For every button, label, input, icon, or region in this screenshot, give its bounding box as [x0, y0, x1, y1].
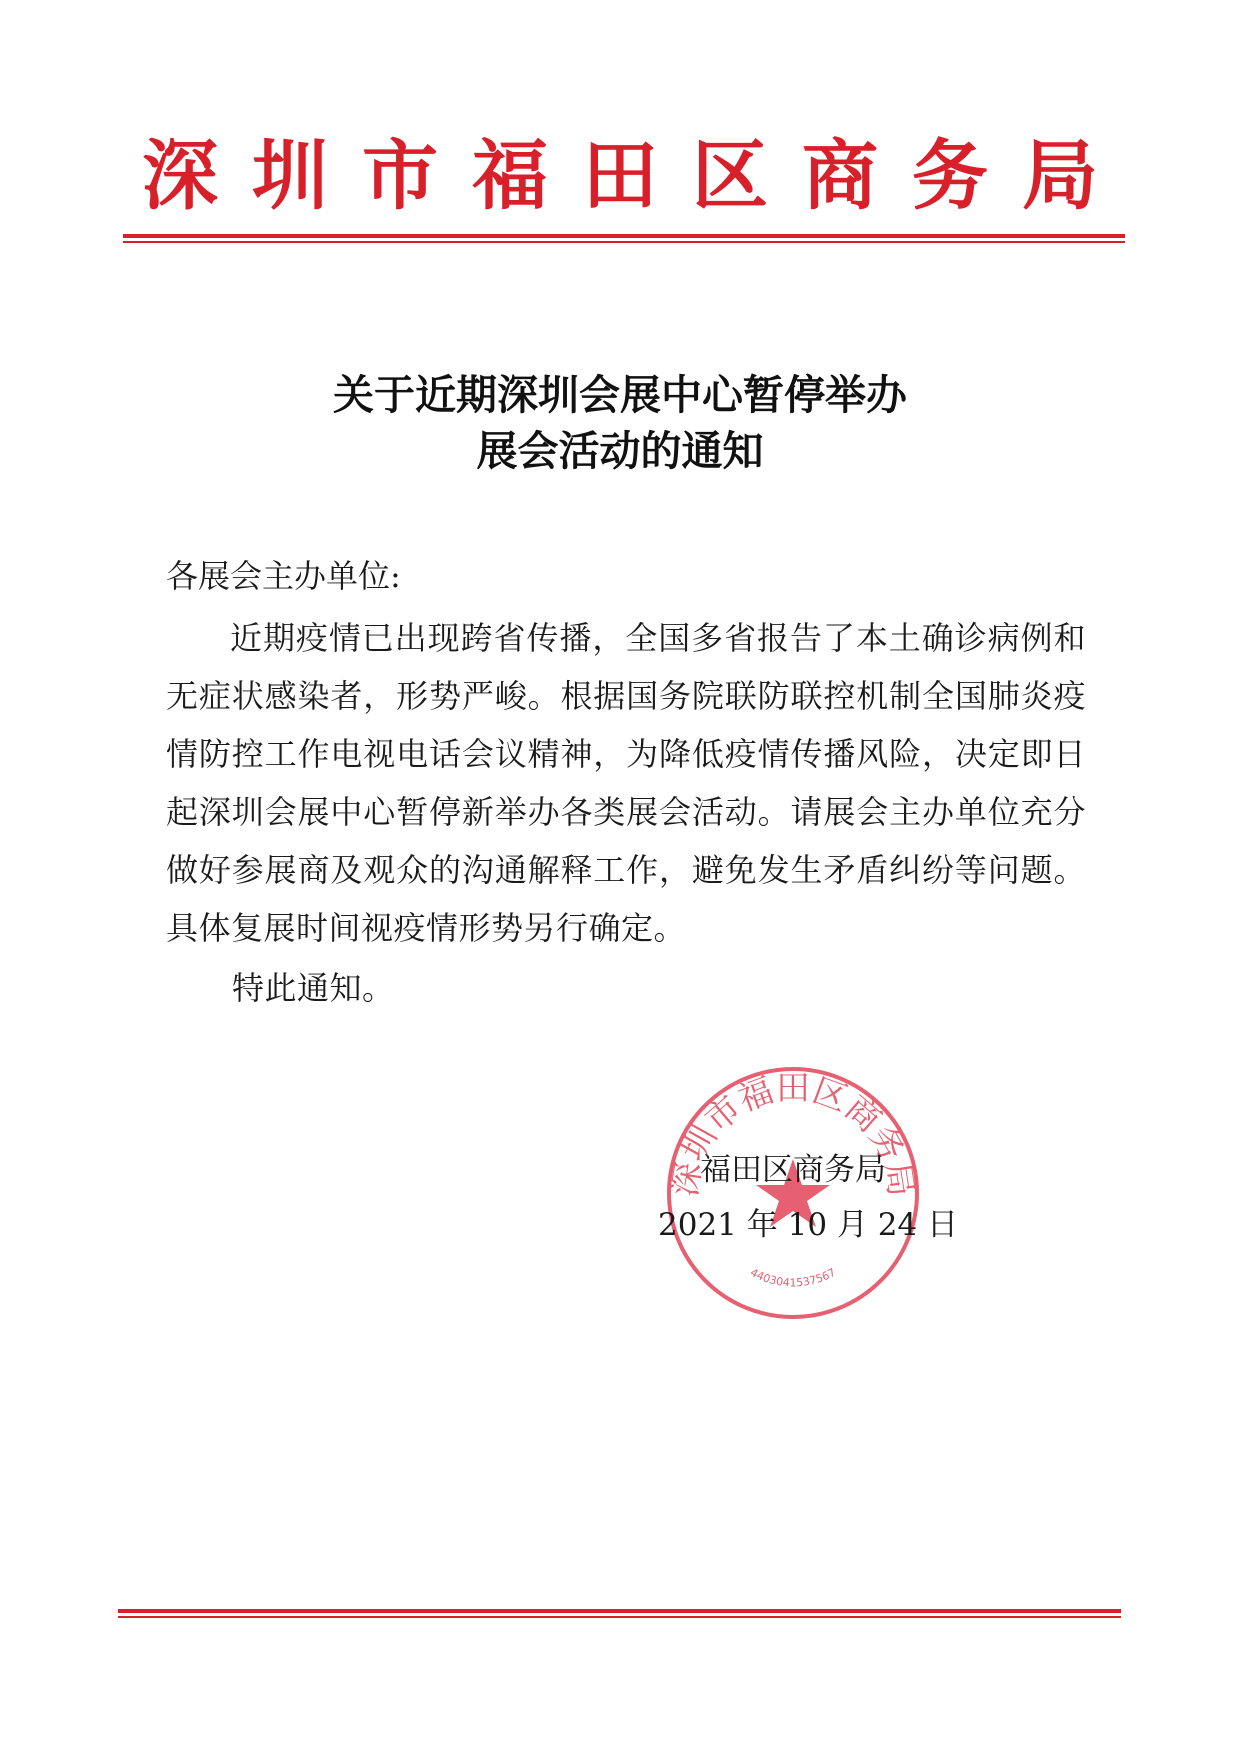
- notice-title-line-1: 关于近期深圳会展中心暂停举办: [333, 371, 907, 419]
- salutation: 各展会主办单位:: [166, 557, 401, 595]
- signature-org: 福田区商务局: [700, 1152, 886, 1188]
- closing-line: 特此通知。: [232, 969, 395, 1007]
- body-paragraph: 近期疫情已出现跨省传播，全国多省报告了本土确诊病例和无症状感染者，形势严峻。根据国务院联防联控机制全国肺炎疫情防控工作电视电话会议精神，为降低疫情传播风险，决定即日起深圳会展中心暂停新举办各类展会活动。请展会主办单位充分做好参展商及观众的沟通解释工作，避免发生矛盾纠纷等问题。具体复展时间视疫情形势另行确定。: [166, 619, 1086, 947]
- seal-ring-text: 深圳市福田区商务局: [664, 1068, 922, 1200]
- letterhead-rule-thick: [123, 234, 1125, 238]
- seal-code: 4403041537567: [748, 1265, 838, 1290]
- letterhead-title: 深圳市福田区商务局: [142, 131, 1132, 220]
- footer-rule-thin: [118, 1616, 1121, 1618]
- notice-title-line-2: 展会活动的通知: [476, 427, 764, 475]
- footer-rule-thick: [118, 1609, 1121, 1613]
- letterhead-rule-thin: [123, 241, 1125, 243]
- signature-date: 2021 年 10 月 24 日: [658, 1207, 959, 1243]
